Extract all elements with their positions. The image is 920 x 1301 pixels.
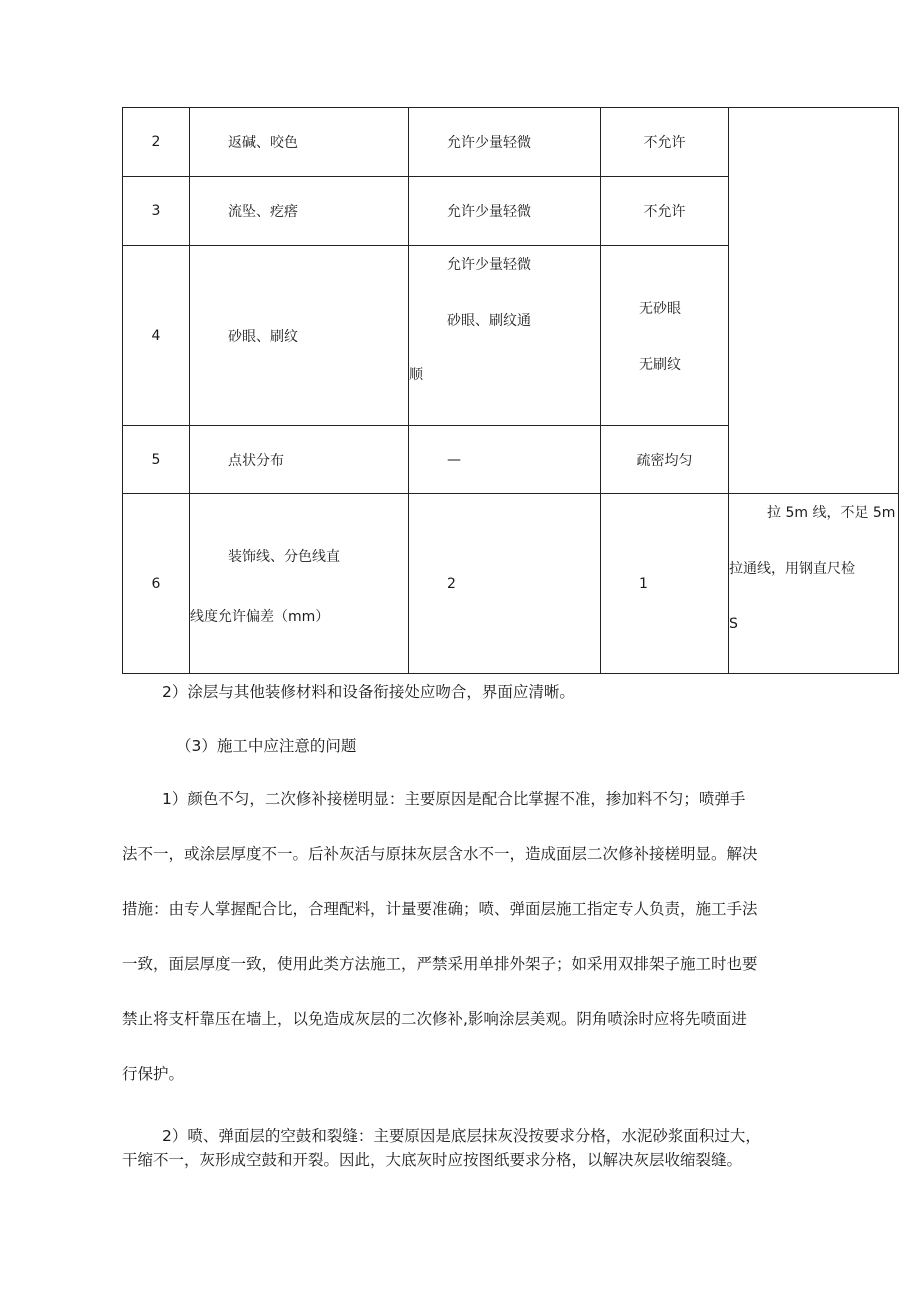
row-number: 6 <box>123 494 190 674</box>
item-cell: 砂眼、刷纹 <box>190 246 409 426</box>
method-line: 拉通线，用钢直尺检 <box>729 561 855 577</box>
normal-value: 2 <box>447 576 456 592</box>
table-row <box>123 494 899 674</box>
item-cell: 点状分布 <box>190 426 409 494</box>
paragraph-line: 禁止将支杆靠压在墙上，以免造成灰层的二次修补,影响涂层美观。阴角喷涂时应将先喷面进 <box>122 1010 747 1028</box>
normal-line: 允许少量轻微 <box>447 257 531 273</box>
advanced-value: 1 <box>639 576 648 592</box>
paragraph-line: 2）喷、弹面层的空鼓和裂缝：主要原因是底层抹灰没按要求分格，水泥砂浆面积过大， <box>162 1127 761 1145</box>
advanced-grade-cell: 不允许 <box>601 108 729 177</box>
item-line: 装饰线、分色线直 <box>228 549 340 565</box>
item-cell: 流坠、疙瘩 <box>190 177 409 246</box>
paragraph-line: 1）颜色不匀，二次修补接槎明显：主要原因是配合比掌握不准，掺加料不匀；喷弹手 <box>162 790 746 808</box>
advanced-grade-cell: 疏密均匀 <box>601 426 729 494</box>
method-cell <box>729 494 899 674</box>
advanced-grade-cell: 不允许 <box>601 177 729 246</box>
normal-grade-cell: 允许少量轻微 <box>409 177 601 246</box>
advanced-grade-cell <box>601 494 729 674</box>
paragraph-line: 措施：由专人掌握配合比，合理配料，计量要准确；喷、弹面层施工指定专人负责，施工手法 <box>122 900 758 918</box>
normal-grade-cell: 允许少量轻微 <box>409 108 601 177</box>
row-number: 3 <box>123 177 190 246</box>
method-line: S <box>729 616 738 632</box>
paragraph-line: 行保护。 <box>122 1065 185 1083</box>
advanced-grade-cell <box>601 246 729 426</box>
advanced-line: 无砂眼 <box>639 301 681 317</box>
item-line: 线度允许偏差（mm） <box>190 609 330 625</box>
advanced-line: 无刷纹 <box>639 357 681 373</box>
paragraph-coating-interface: 2）涂层与其他装修材料和设备衔接处应吻合，界面应清晰。 <box>162 683 575 701</box>
section-heading: （3）施工中应注意的问题 <box>176 737 357 755</box>
normal-line: 砂眼、刷纹通 <box>447 313 531 329</box>
paragraph-line: 法不一，或涂层厚度不一。后补灰活与原抹灰层含水不一，造成面层二次修补接槎明显。解决 <box>122 845 758 863</box>
item-cell: 返碱、咬色 <box>190 108 409 177</box>
row-number: 2 <box>123 108 190 177</box>
normal-grade-cell <box>409 246 601 426</box>
normal-line: 顺 <box>409 367 423 383</box>
method-line: 拉 5m 线，不足 5m <box>767 505 896 521</box>
paragraph-line: 干缩不一，灰形成空鼓和开裂。因此，大底灰时应按图纸要求分格，以解决灰层收缩裂缝。 <box>122 1151 743 1169</box>
method-cell-merged <box>729 108 899 494</box>
item-cell <box>190 494 409 674</box>
quality-table <box>122 107 899 674</box>
normal-grade-cell: — <box>409 426 601 494</box>
paragraph-line: 一致，面层厚度一致，使用此类方法施工，严禁采用单排外架子；如采用双排架子施工时也要 <box>122 955 758 973</box>
table-row <box>123 108 899 177</box>
row-number: 5 <box>123 426 190 494</box>
normal-grade-cell <box>409 494 601 674</box>
row-number: 4 <box>123 246 190 426</box>
